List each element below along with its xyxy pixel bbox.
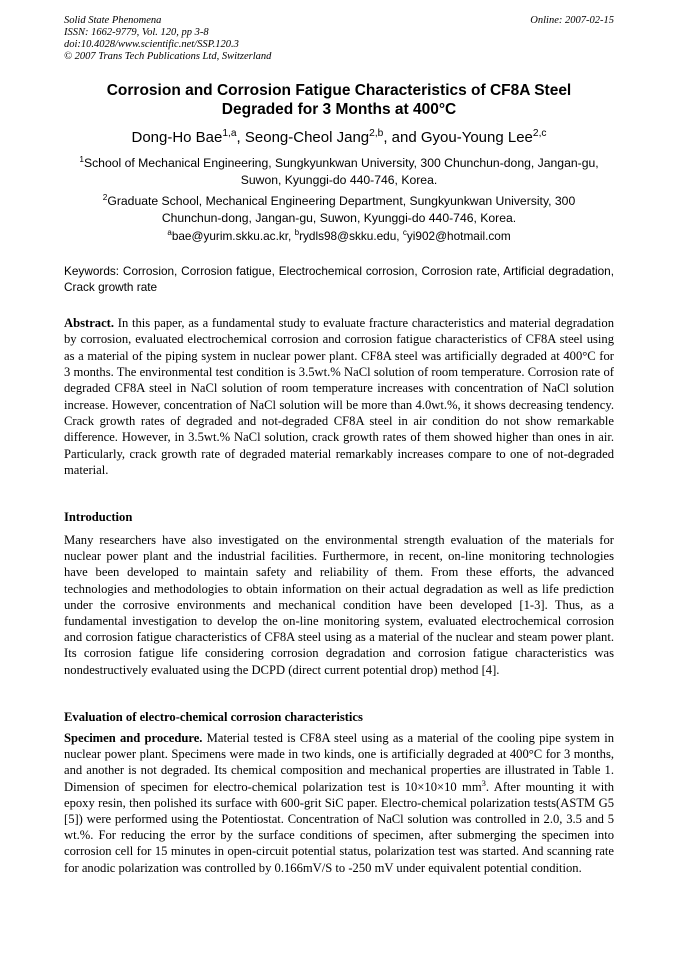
author-name: Dong-Ho Bae (131, 129, 223, 146)
affiliation-line: School of Mechanical Engineering, Sungkyunkwan University, 300 Chunchun-dong, Jangan-gu, (83, 156, 599, 170)
paper-title (64, 81, 614, 119)
journal-name: Solid State Phenomena (64, 15, 162, 26)
dimension-exponent: 3 (481, 777, 486, 788)
email-separator: , (288, 229, 295, 243)
affiliation-line: Graduate School, Mechanical Engineering Department, Sungkyunkwan University, 300 (107, 194, 576, 208)
journal-header (64, 15, 271, 63)
keywords (64, 264, 614, 295)
abstract-text: In this paper, as a fundamental study to evaluate fracture characteristics and material degradation by corrosion, evaluated electrochemical corrosion and corrosion fatigue characteristics of CF8A steel using as a material of the piping system in nuclear power plant. CF8A steel was artificially degraded at 400°C for 3 months. The environmental test condition is 3.5wt.% NaCl solution of room temperature. Corrosion rate of degraded CF8A steel in NaCl solution of room temperature increases with concentration of NaCl solution increase. However, concentration of NaCl solution will be more than 4.0wt.%, it shows decreasing tendency. Crack growth rates of degraded and not-degraded CF8A steel in air condition do not show remarkable difference. However, in 3.5wt.% NaCl solution, crack growth rates of them showed higher than ones in air. Particularly, crack growth rate of degraded material remarkably increases compare to one of not-degraded material. (64, 316, 614, 478)
affiliation-mark: 1 (79, 153, 84, 164)
email-address: rydls98@skku.edu (299, 229, 397, 243)
author-affil-mark: 2,b (369, 128, 384, 139)
section-heading-introduction: Introduction (64, 510, 133, 524)
email-mark: a (167, 228, 172, 238)
specimen-dimension: 10×10×10 mm (404, 779, 482, 794)
subsection-label: Specimen and procedure. (64, 731, 203, 745)
section-heading-evaluation: Evaluation of electro-chemical corrosion characteristics (64, 710, 363, 724)
email-address: yi902@hotmail.com (406, 229, 511, 243)
keywords-text: Corrosion, Corrosion fatigue, Electrochemical corrosion, Corrosion rate, Artificial degradation, Crack growth rate (64, 264, 614, 294)
affiliation-line: Suwon, Kyunggi-do 440-746, Korea. (240, 173, 438, 187)
abstract (64, 315, 614, 478)
author-separator: , (236, 129, 245, 146)
doi-line: doi:10.4028/www.scientific.net/SSP.120.3 (64, 39, 239, 50)
copyright-line: © 2007 Trans Tech Publications Ltd, Switzerland (64, 51, 272, 62)
title-line-1: Corrosion and Corrosion Fatigue Characteristics of CF8A Steel (106, 82, 572, 99)
title-line-2: Degraded for 3 Months at 400°C (221, 101, 457, 118)
email-address: bae@yurim.skku.ac.kr (171, 229, 289, 243)
evaluation-text-a: Material tested is CF8A steel using as a material of the cooling pipe system in nuclear power plant. Specimens were made in two kinds, one is artificially degraded at 400°C for 3 months, and another is not degraded. Its chemical composition and mechanical properties are illustrated in Table 1. Dimension of specimen for electro-chemical polarization test is (64, 731, 614, 794)
affiliation-2 (64, 193, 614, 227)
affiliation-line: Chunchun-dong, Jangan-gu, Suwon, Kyunggi-do 440-746, Korea. (161, 211, 517, 225)
email-list (64, 228, 614, 244)
abstract-label: Abstract. (64, 316, 115, 330)
email-mark: c (402, 228, 407, 238)
affiliation-1 (64, 155, 614, 189)
author-name: Seong-Cheol Jang (244, 129, 370, 146)
author-separator: , and (383, 129, 421, 146)
author-affil-mark: 2,c (532, 128, 547, 139)
author-affil-mark: 1,a (222, 128, 237, 139)
issn-line: ISSN: 1662-9779, Vol. 120, pp 3-8 (64, 27, 209, 38)
evaluation-text-b: . After mounting it with epoxy resin, then polished its surface with 600-grit SiC paper. Electro-chemical polarization tests(ASTM G5 [5]) were performed using the Potentiostat. Concentration of NaCl solution was controlled in 2.0, 3.5 and 5 wt.%. For reducing the error by the surface conditions of specimen, after submerging the specimen into corrosion cell for 15 minutes in open-circuit potential status, polarization test was started. And scanning rate for anodic polarization was controlled by 0.166mV/S to -250 mV under equivalent potential condition. (64, 779, 614, 875)
author-list (64, 128, 614, 147)
author-name: Gyou-Young Lee (420, 129, 533, 146)
keywords-label: Keywords: (64, 264, 123, 278)
online-date: Online: 2007-02-15 (530, 15, 614, 26)
email-separator: , (396, 229, 403, 243)
affiliation-mark: 2 (102, 191, 108, 202)
introduction-paragraph: Many researchers have also investigated on the environmental strength evaluation of the materials for nuclear power plant and the industrial facilities. Furthermore, in recent, on-line monitoring technologies have been developed to maintain safety and reliability of them. From these efforts, the advanced technologies and methodologies to obtain information on their actual degradation as well as life prediction under the corrosive environments and mechanical condition have been developed [1-3]. Thus, as a fundamental investigation to develop the on-line monitoring system, evaluated electrochemical corrosion and corrosion fatigue characteristics of CF8A steel using as a material of the nuclear and steam power plant. Its corrosion fatigue life considering corrosion degradation and corrosion fatigue characteristics was nondestructively evaluated using the DCPD (direct current potential drop) method [4]. (64, 533, 614, 677)
evaluation-paragraph (64, 730, 614, 876)
email-mark: b (294, 228, 300, 238)
